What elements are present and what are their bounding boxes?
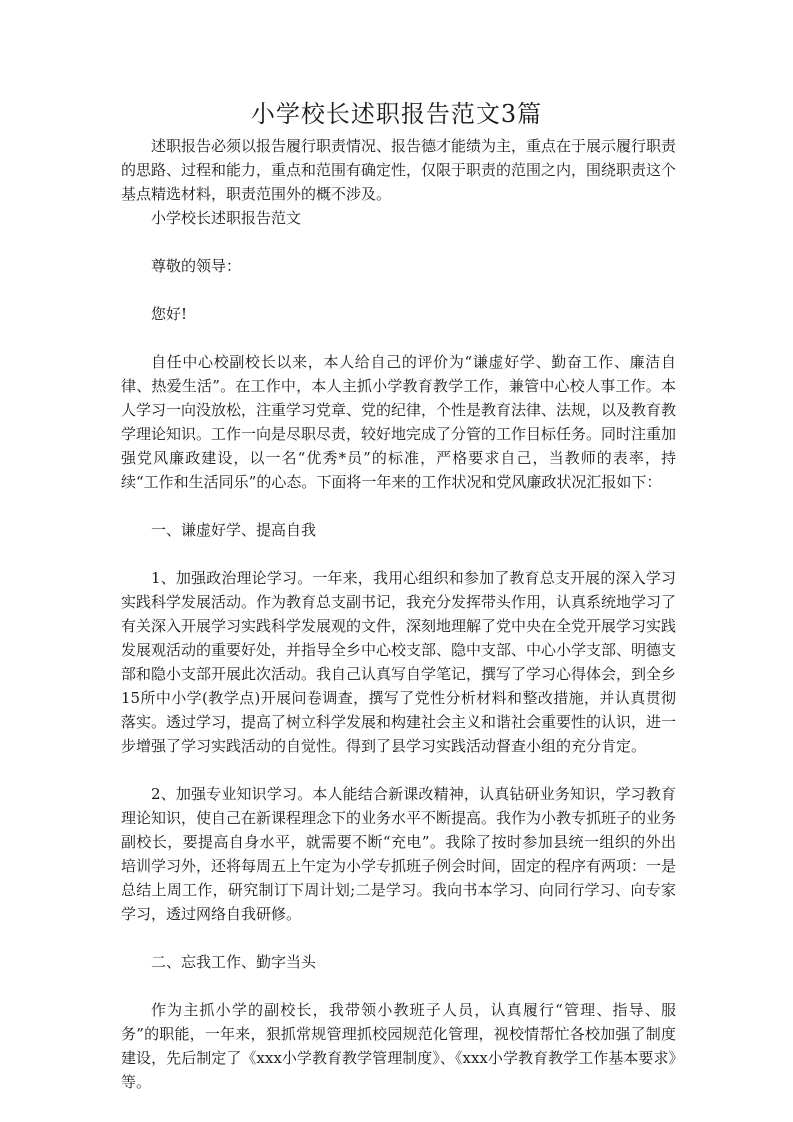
document-body	[121, 134, 676, 1094]
section-heading-2: 二、忘我工作、勤字当头	[151, 953, 317, 971]
intro-paragraph: 述职报告必须以报告履行职责情况、报告德才能绩为主，重点在于展示履行职责的思路、过程和能力，重点和范围有确定性，仅限于职责的范围之内，围绕职责这个基点精选材料，职责范围外的概不涉及。	[121, 137, 677, 203]
subtitle-paragraph: 小学校长述职报告范文	[151, 209, 302, 227]
self-evaluation-paragraph: 自任中心校副校长以来，本人给自己的评价为“谦虚好学、勤奋工作、廉洁自律、热爱生活”。在工作中，本人主抓小学教育教学工作，兼管中心校人事工作。本人学习一向没放松，注重学习党章、党的纪律，个性是教育法律、法规，以及教育教学理论知识。工作一向是尽职尽责，较好地完成了分管的工作目标任务。同时注重加强党风廉政建设，以一名“优秀*员”的标准，严格要求自己，当教师的表率，持续“工作和生活同乐”的心态。下面将一年来的工作状况和党风廉政状况汇报如下：	[121, 353, 677, 491]
management-paragraph: 作为主抓小学的副校长，我带领小教班子人员，认真履行“管理、指导、服务”的职能，一年来，狠抓常规管理抓校园规范化管理，视校情帮忙各校加强了制度建设，先后制定了《xxx小学教育教学管理制度》、《xxx小学教育教学工作基本要求》等。	[121, 1001, 676, 1091]
political-study-paragraph: 1、加强政治理论学习。一年来，我用心组织和参加了教育总支开展的深入学习实践科学发展活动。作为教育总支副书记，我充分发挥带头作用，认真系统地学习了有关深入开展学习实践科学发展观的文件，深刻地理解了党中央在全党开展学习实践发展观活动的重要好处，并指导全乡中心校支部、隐中支部、中心小学支部、明德支部和隐小支部开展此次活动。我自己认真写自学笔记，撰写了学习心得体会，到全乡15所中小学(教学点)开展问卷调查，撰写了党性分析材料和整改措施，并认真贯彻落实。透过学习，提高了树立科学发展和构建社会主义和谐社会重要性的认识，进一步增强了学习实践活动的自觉性。得到了县学习实践活动督查小组的充分肯定。	[121, 569, 677, 755]
section-heading-1: 一、谦虚好学、提高自我	[151, 521, 317, 539]
document-title: 小学校长述职报告范文3篇	[250, 100, 543, 128]
professional-study-paragraph: 2、加强专业知识学习。本人能结合新课改精神，认真钻研业务知识，学习教育理论知识，使自己在新课程理念下的业务水平不断提高。我作为小教专抓班子的业务副校长，要提高自身水平，就需要不断“充电”。我除了按时参加县统一组织的外出培训学习外，还将每周五上午定为小学专抓班子例会时间，固定的程序有两项：一是总结上周工作，研究制订下周计划;二是学习。我向书本学习、向同行学习、向专家学习，透过网络自我研修。	[121, 785, 677, 923]
salutation-paragraph: 尊敬的领导：	[151, 257, 242, 275]
greeting-paragraph: 您好!	[151, 305, 188, 323]
